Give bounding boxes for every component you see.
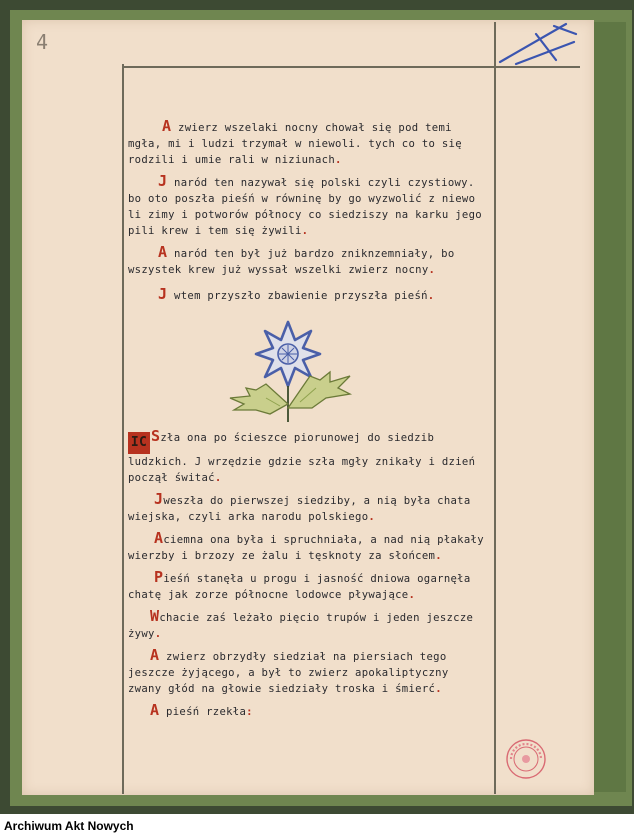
initial-letter: A [154,529,164,547]
archive-label: Archiwum Akt Nowych [4,819,134,833]
paragraph-text: zwierz wszelaki nocny chował się pod temi mgła, mi i ludzi trzymał w niewoli. tych co to się rodzili i umie rali w niziunach [128,122,462,166]
paragraph [128,286,488,304]
paragraph [128,244,488,278]
paragraph-end: : [246,706,253,718]
blue-pencil-mark-icon [496,22,580,68]
initial-letter: J [154,490,164,508]
blue-flower-illustration-icon [226,318,358,424]
paragraph-end: . [301,225,309,237]
paragraph-text: naród ten był już bardzo zniknzemniały, bo wszystek krew już wyssał wszelki zwierz nocny [128,248,455,276]
paragraph-text: zła ona po ścieszce piorunowej do siedzib ludzkich. J wrzędzie gdzie szła mgły znikały i dzień począł świtać [128,432,476,484]
paragraph-end: . [435,683,442,695]
paragraph-text: zwierz obrzydły siedział na piersiach tego jeszcze żyjącego, a był to zwierz apokaliptyczny zwany głód na głowie siedziały troska i śmierć [128,651,449,695]
drop-cap: IC [128,432,150,454]
paragraph-end: . [214,472,222,484]
paragraph [128,173,488,239]
paragraph [128,569,488,603]
paragraph [128,702,488,720]
paragraph-end: . [428,264,436,276]
initial-letter: J [158,285,168,303]
paragraph-text: ciemna ona była i spruchniała, a nad nią płakały wierzby i brzozy ze żalu i tęsknoty za słońcem [128,534,484,562]
paragraph-text: chacie zaś leżało pięcio trupów i jeden jeszcze żywy [128,612,474,640]
paragraph [128,491,488,525]
paragraph [128,530,488,564]
initial-letter: P [154,568,164,586]
paragraph-text: ieśń stanęła u progu i jasność dniowa ogarnęła chatę jak zorze północne lodowce pływające [128,573,471,601]
bottom-text-block [128,428,488,725]
paragraph-text: pieśń rzekła [166,706,247,718]
initial-letter: J [158,172,168,190]
paragraph-end: . [368,511,376,523]
paragraph [128,428,488,486]
cover-edge [590,22,626,792]
paragraph-end: . [335,154,342,166]
paragraph-end: . [408,589,416,601]
initial-letter: A [162,117,172,135]
paragraph-end: . [427,290,435,302]
initial-letter: A [158,243,168,261]
paragraph-text: naród ten nazywał się polski czyli czystiowy. bo oto poszła pieśń w równinę by go wyzwolić z niewo li zimy i potworów północy co siedziszy na karku jego pili krew i tem się żywili [128,177,482,237]
initial-letter: A [150,701,160,719]
footer-bar [0,814,634,840]
archive-stamp-icon [505,738,547,780]
paragraph-text: weszła do pierwszej siedziby, a nią była chata wiejska, czyli arka narodu polskiego [128,495,471,523]
paragraph-end: . [154,628,162,640]
paragraph [128,647,488,697]
initial-letter: S [151,427,161,445]
top-text-block [128,118,488,309]
paragraph-text: wtem przyszło zbawienie przyszła pieśń [174,290,428,302]
right-margin-line [494,22,496,794]
page-number: 4 [36,30,49,54]
left-margin-line [122,64,124,794]
paragraph [128,608,488,642]
paragraph-end: . [435,550,442,562]
initial-letter: W [150,607,160,625]
paragraph [128,118,488,168]
initial-letter: A [150,646,160,664]
